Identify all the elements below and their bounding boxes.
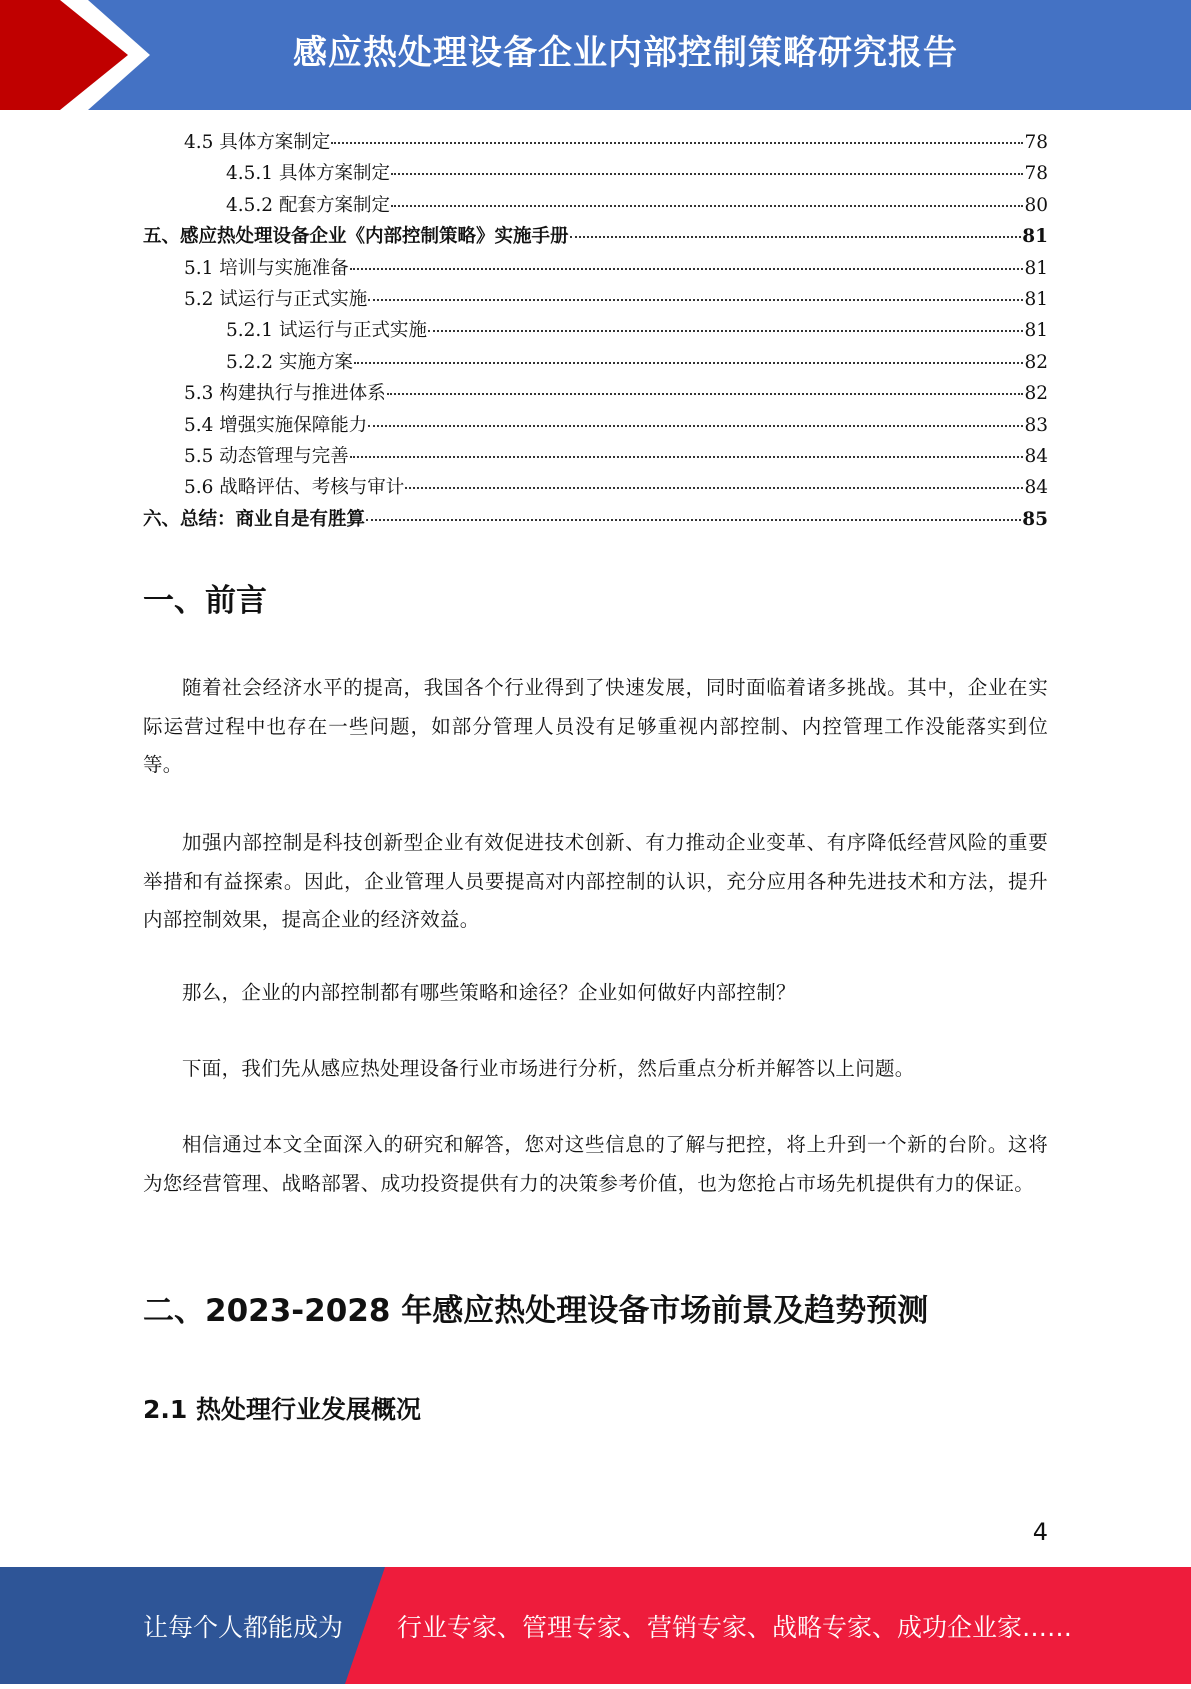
toc-entry-page: 78 xyxy=(1024,163,1048,185)
toc-dot-leader xyxy=(350,456,1024,458)
toc-entry-page: 81 xyxy=(1024,320,1048,342)
toc-dot-leader xyxy=(570,236,1022,238)
toc-dot-leader xyxy=(368,299,1023,301)
toc-entry-title: 5.3 构建执行与推进体系 xyxy=(184,383,386,405)
table-of-contents xyxy=(143,127,1048,535)
paragraph: 下面，我们先从感应热处理设备行业市场进行分析，然后重点分析并解答以上问题。 xyxy=(182,1057,915,1080)
toc-entry-page: 82 xyxy=(1024,351,1048,373)
section-heading-preface: 一、前言 xyxy=(143,583,267,619)
toc-entry-page: 84 xyxy=(1024,477,1048,499)
toc-entry-page: 84 xyxy=(1024,445,1048,467)
toc-entry[interactable] xyxy=(143,158,1048,189)
toc-entry-page: 80 xyxy=(1024,194,1048,216)
report-title: 感应热处理设备企业内部控制策略研究报告 xyxy=(293,33,958,73)
toc-dot-leader xyxy=(350,268,1024,270)
toc-entry[interactable] xyxy=(143,347,1048,378)
toc-dot-leader xyxy=(366,519,1021,521)
paragraph: 随着社会经济水平的提高，我国各个行业得到了快速发展，同时面临着诸多挑战。其中，企业在实际运营过程中也存在一些问题，如部分管理人员没有足够重视内部控制、内控管理工作没能落实到位等。 xyxy=(143,676,1048,776)
toc-entry-page: 81 xyxy=(1022,226,1048,248)
toc-dot-leader xyxy=(368,425,1023,427)
toc-entry-title: 5.5 动态管理与完善 xyxy=(184,445,349,467)
toc-entry-title: 六、总结：商业自是有胜算 xyxy=(143,508,366,530)
toc-entry[interactable] xyxy=(143,221,1048,252)
toc-entry-title: 5.1 培训与实施准备 xyxy=(184,257,349,279)
toc-entry[interactable] xyxy=(143,190,1048,221)
toc-entry[interactable] xyxy=(143,472,1048,503)
toc-entry-title: 五、感应热处理设备企业《内部控制策略》实施手册 xyxy=(143,226,569,248)
toc-dot-leader xyxy=(391,173,1023,175)
toc-entry-title: 5.2 试运行与正式实施 xyxy=(184,288,368,310)
toc-entry-page: 85 xyxy=(1022,508,1048,530)
toc-entry[interactable] xyxy=(143,410,1048,441)
section-heading-market-outlook: 二、2023-2028 年感应热处理设备市场前景及趋势预测 xyxy=(143,1293,929,1329)
toc-entry-page: 81 xyxy=(1024,257,1048,279)
toc-entry[interactable] xyxy=(143,127,1048,158)
toc-entry-title: 4.5 具体方案制定 xyxy=(184,132,331,153)
toc-dot-leader xyxy=(428,330,1023,332)
toc-entry[interactable] xyxy=(143,315,1048,346)
toc-entry[interactable] xyxy=(143,504,1048,535)
toc-entry-title: 5.2.2 实施方案 xyxy=(226,351,353,373)
page-footer xyxy=(0,1567,1191,1684)
footer-slogan-left: 让每个人都能成为 xyxy=(143,1613,344,1642)
page-header xyxy=(0,0,1191,110)
subsection-heading: 2.1 热处理行业发展概况 xyxy=(143,1395,421,1424)
paragraph: 相信通过本文全面深入的研究和解答，您对这些信息的了解与把控，将上升到一个新的台阶。这将为您经营管理、战略部署、成功投资提供有力的决策参考价值，也为您抢占市场先机提供有力的保证。 xyxy=(143,1133,1048,1195)
toc-dot-leader xyxy=(331,142,1023,144)
page-number: 4 xyxy=(1032,1518,1048,1546)
toc-entry-page: 78 xyxy=(1024,132,1048,153)
toc-entry[interactable] xyxy=(143,284,1048,315)
toc-dot-leader xyxy=(387,393,1024,395)
toc-entry-title: 5.4 增强实施保障能力 xyxy=(184,414,368,436)
toc-entry[interactable] xyxy=(143,378,1048,409)
toc-entry[interactable] xyxy=(143,253,1048,284)
toc-dot-leader xyxy=(391,205,1023,207)
paragraph: 那么，企业的内部控制都有哪些策略和途径？企业如何做好内部控制？ xyxy=(182,981,796,1004)
toc-entry-title: 5.6 战略评估、考核与审计 xyxy=(184,477,405,499)
footer-slogan-right: 行业专家、管理专家、营销专家、战略专家、成功企业家…… xyxy=(397,1613,1073,1642)
toc-entry-title: 4.5.2 配套方案制定 xyxy=(226,194,390,216)
toc-entry-page: 81 xyxy=(1024,288,1048,310)
toc-dot-leader xyxy=(354,362,1024,364)
paragraph: 加强内部控制是科技创新型企业有效促进技术创新、有力推动企业变革、有序降低经营风险的重要举措和有益探索。因此，企业管理人员要提高对内部控制的认识，充分应用各种先进技术和方法，提升内部控制效果，提高企业的经济效益。 xyxy=(143,831,1048,931)
toc-entry-title: 5.2.1 试运行与正式实施 xyxy=(226,320,427,342)
toc-entry[interactable] xyxy=(143,441,1048,472)
toc-entry-page: 82 xyxy=(1024,383,1048,405)
toc-entry-title: 4.5.1 具体方案制定 xyxy=(226,163,390,185)
toc-dot-leader xyxy=(405,487,1023,489)
toc-entry-page: 83 xyxy=(1024,414,1048,436)
